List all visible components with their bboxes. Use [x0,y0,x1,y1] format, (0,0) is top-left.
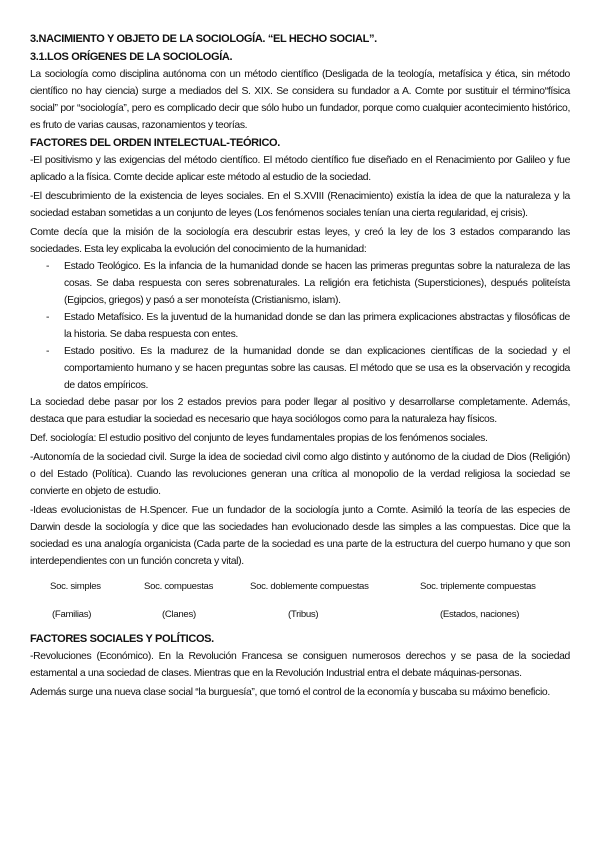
list-item [30,258,570,309]
estados-list [30,258,570,394]
intro-paragraph: La sociología como disciplina autónoma con un método científico (Desligada de la teología, metafísica y ética, sin método científico no hay ciencia) surge a mediados del S. XIX. Se considera su fundador a A. Comte por sustituir el término“física social” por “sociología”, pero es complicado decir que sólo hubo un fundador, porque como cualquier acontecimiento histórico, es fruto de varias causas, razonamientos y teorías. [30,69,570,131]
section-heading-intelectual: FACTORES DEL ORDEN INTELECTUAL-TEÓRICO. [30,137,280,149]
stage-label: Soc. triplemente compuestas [420,581,536,592]
paragraph-definicion: Def. sociología: El estudio positivo del conjunto de leyes fundamentales propias de los fenómenos sociales. [30,433,488,444]
section-subtitle: 3.1.LOS ORÍGENES DE LA SOCIOLOGÍA. [30,51,233,63]
paragraph-positivismo: -El positivismo y las exigencias del método científico. El método científico fue diseñado en el Renacimiento por Galileo y fue aplicado a la física. Comte decide aplicar este método al estudio de la sociedad. [30,155,570,183]
estado-metafisico-text: Estado Metafísico. Es la juventud de la humanidad donde se dan las primera explicaciones abstractas y filosóficas de la historia. Se daba respuesta con entes. [64,312,570,340]
estado-positivo-text: Estado positivo. Es la madurez de la humanidad donde se dan explicaciones científicas de la sociedad y el comportamiento humano y se hacen preguntas sobre las causas. El método que se usa es la observación y recogida de datos empíricos. [64,346,570,391]
list-dash: - [46,312,50,323]
stage-example: (Clanes) [162,609,196,620]
paragraph-sociedad: La sociedad debe pasar por los 2 estados previos para poder llegar al positivo y desarrollarse completamente. Además, destaca que para estudiar la sociedad es necesario que haya sociólogos como para la naturaleza hay físicos. [30,397,570,425]
list-dash: - [46,346,50,357]
list-item [30,343,570,394]
list-dash: - [46,261,50,272]
paragraph-burguesia: Además surge una nueva clase social “la burguesía”, que tomó el control de la economía y buscaba su máximo beneficio. [30,687,550,698]
paragraph-revoluciones: -Revoluciones (Económico). En la Revolución Francesa se consiguen numerosos derechos y se pasa de la sociedad estamental a una sociedad de clases. Mientras que en la Revolución Industrial entra el debate máquinas-personas. [30,651,570,679]
section-heading-social-politico: FACTORES SOCIALES Y POLÍTICOS. [30,633,214,645]
stage-label: Soc. doblemente compuestas [250,581,369,592]
estado-teologico-text: Estado Teológico. Es la infancia de la humanidad donde se hacen las primeras preguntas sobre la naturaleza de las cosas. Se daba respuesta con seres sobrenaturales. La religión era fetichista (Supersticiones), después politeísta (Egipcios, griegos) y pasó a ser monoteísta (Cristianismo, islam). [64,261,570,306]
document-page [30,30,570,701]
paragraph-leyes-sociales: -El descubrimiento de la existencia de leyes sociales. En el S.XVIII (Renacimiento) existía la idea de que la naturaleza y la sociedad estaban sometidas a un conjunto de leyes (Los fenómenos sociales tenían una cierta regularidad, ej crisis). [30,191,570,219]
paragraph-comte: Comte decía que la misión de la sociología era descubrir estas leyes, y creó la ley de los 3 estados comparando las sociedades. Esta ley explicaba la evolución del conocimiento de la humanidad: [30,227,570,255]
list-item [30,309,570,343]
paragraph-ideas-evolucionistas: -Ideas evolucionistas de H.Spencer. Fue un fundador de la sociología junto a Comte. Asimiló la teoría de las especies de Darwin desde la sociología y dice que las sociedades han evolucionado desde las simples a las compuestas. Dice que la sociedad es una analogía organicista (Cada parte de la sociedad es una parte de la estructura del cuerpo humano y que son interdependientes con un función concreta y vital). [30,505,570,567]
societies-evolution-row [30,574,570,630]
stage-label: Soc. simples [50,581,101,592]
stage-label: Soc. compuestas [144,581,214,592]
stage-example: (Familias) [52,609,92,620]
paragraph-autonomia: -Autonomía de la sociedad civil. Surge la idea de sociedad civil como algo distinto y autónomo de la ciudad de Dios (Religión) o del Estado (Política). Cuando las revoluciones generan una crítica al monopolio de la verdad religiosa la sociedad se convierte en objeto de estudio. [30,452,570,497]
stage-example: (Estados, naciones) [440,609,520,620]
page-title: 3.NACIMIENTO Y OBJETO DE LA SOCIOLOGÍA. “EL HECHO SOCIAL”. [30,33,377,45]
stage-example: (Tribus) [288,609,319,620]
